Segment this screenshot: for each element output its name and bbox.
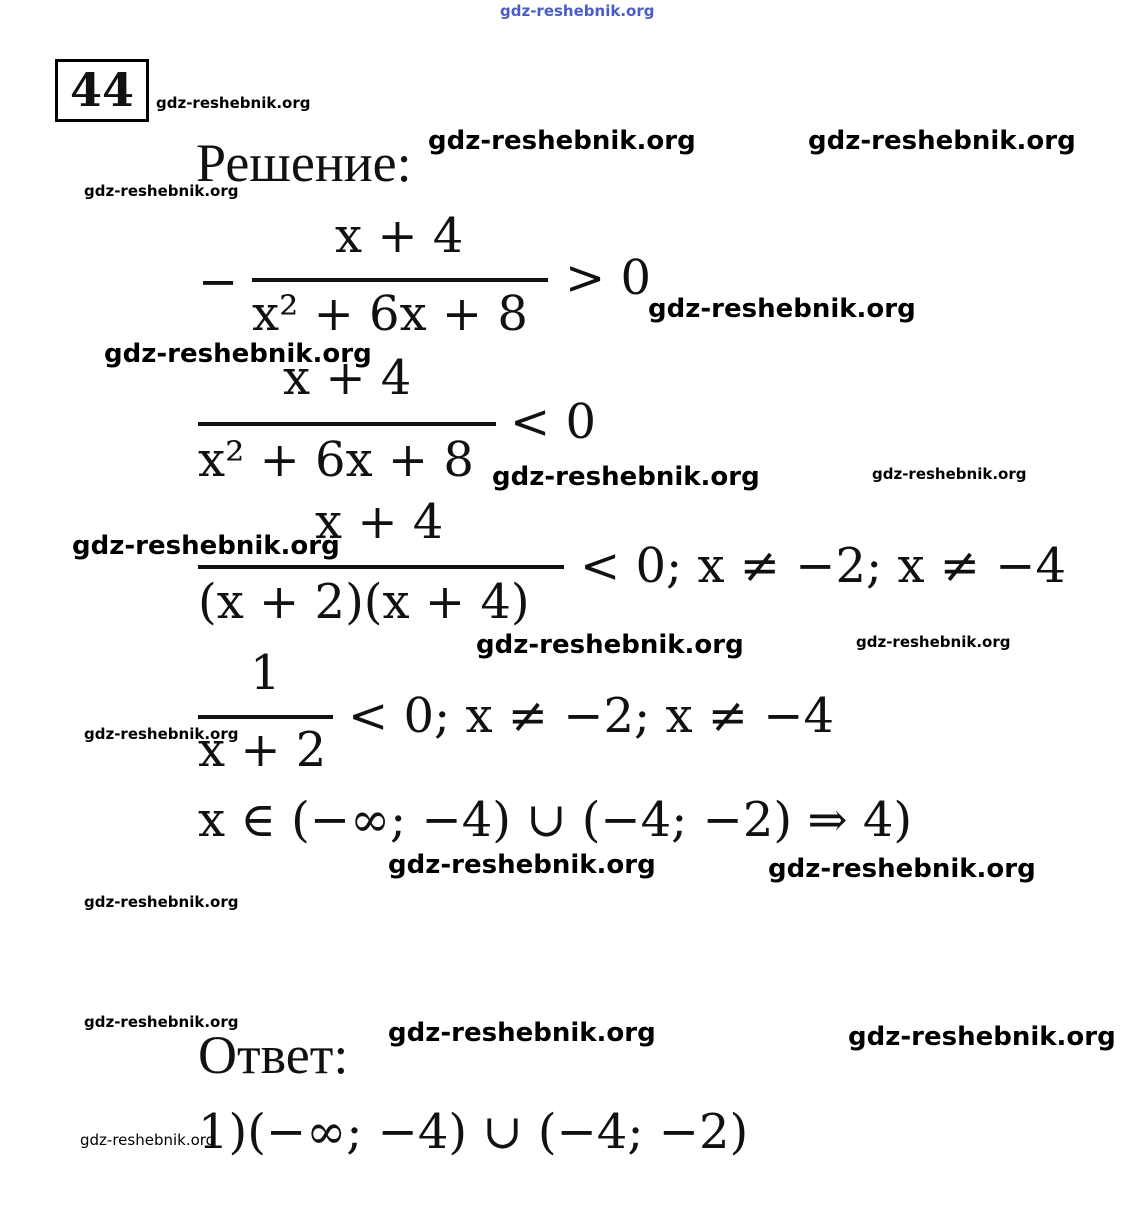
step2-fraction-bar <box>198 422 496 426</box>
watermark: gdz-reshebnik.org <box>388 850 656 880</box>
watermark: gdz-reshebnik.org <box>648 294 916 324</box>
task-number-box: 44 <box>55 59 149 122</box>
step1-denominator: x² + 6x + 8 <box>252 286 528 342</box>
answer-value: 1)(−∞; −4) ∪ (−4; −2) <box>198 1104 749 1160</box>
step4-fraction-bar <box>198 715 333 719</box>
watermark: gdz-reshebnik.org <box>80 1131 216 1149</box>
answer-heading: Ответ: <box>198 1025 349 1085</box>
watermark: gdz-reshebnik.org <box>156 94 311 112</box>
step2-numerator: x + 4 <box>283 350 412 406</box>
watermark: gdz-reshebnik.org <box>84 893 239 911</box>
watermark: gdz-reshebnik.org <box>428 126 696 156</box>
watermark: gdz-reshebnik.org <box>84 1013 239 1031</box>
step1-numerator: x + 4 <box>335 208 464 264</box>
watermark: gdz-reshebnik.org <box>84 725 239 743</box>
step3-denominator: (x + 2)(x + 4) <box>198 574 530 630</box>
step2-denominator: x² + 6x + 8 <box>198 432 474 488</box>
step4-relation: < 0; x ≠ −2; x ≠ −4 <box>348 688 834 744</box>
watermark: gdz-reshebnik.org <box>104 339 372 369</box>
solution-heading: Решение: <box>196 133 412 193</box>
step4-denominator: x + 2 <box>198 722 327 778</box>
watermark: gdz-reshebnik.org <box>768 854 1036 884</box>
watermark: gdz-reshebnik.org <box>476 630 744 660</box>
watermark: gdz-reshebnik.org <box>72 531 340 561</box>
watermark: gdz-reshebnik.org <box>808 126 1076 156</box>
solution-set: x ∈ (−∞; −4) ∪ (−4; −2) ⇒ 4) <box>198 792 913 848</box>
step1-fraction-bar <box>252 278 548 282</box>
step4-numerator: 1 <box>250 645 281 701</box>
watermark: gdz-reshebnik.org <box>848 1022 1116 1052</box>
watermark: gdz-reshebnik.org <box>492 462 760 492</box>
step3-relation: < 0; x ≠ −2; x ≠ −4 <box>580 538 1066 594</box>
watermark: gdz-reshebnik.org <box>388 1018 656 1048</box>
step1-relation: > 0 <box>565 250 652 306</box>
step1-sign: − <box>198 254 239 310</box>
step2-relation: < 0 <box>510 394 597 450</box>
top-site-label: gdz-reshebnik.org <box>500 2 655 20</box>
watermark: gdz-reshebnik.org <box>84 182 239 200</box>
step3-numerator: x + 4 <box>315 494 444 550</box>
watermark: gdz-reshebnik.org <box>856 633 1011 651</box>
watermark: gdz-reshebnik.org <box>872 465 1027 483</box>
step3-fraction-bar <box>198 565 564 569</box>
